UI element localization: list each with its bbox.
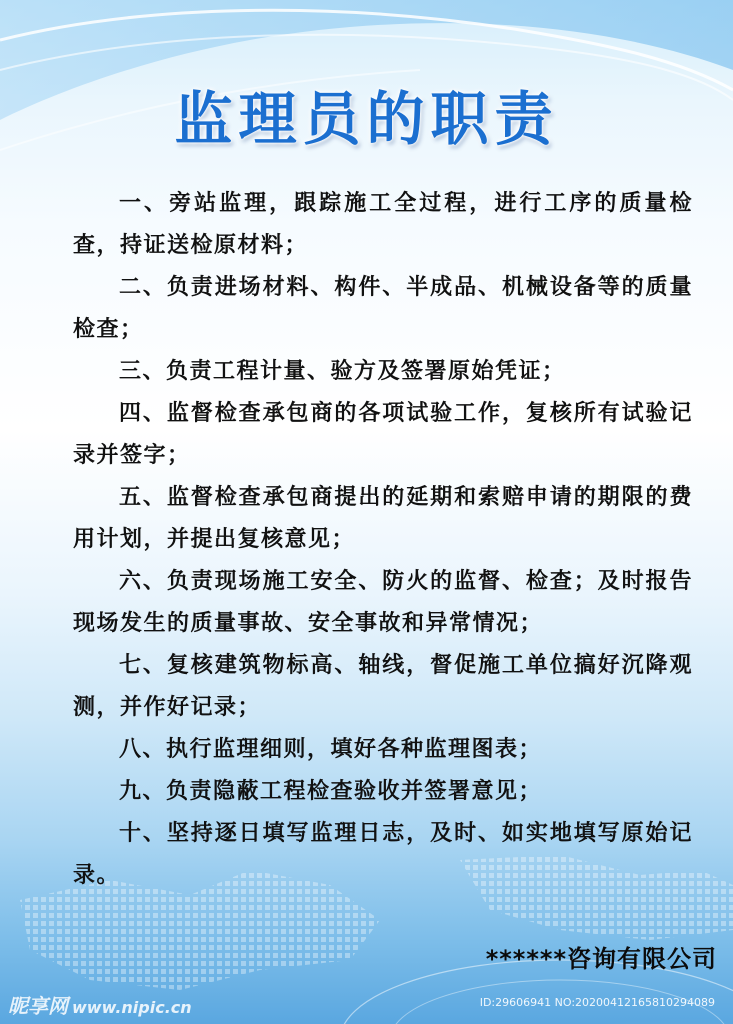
watermark-brand [8,990,192,1019]
duty-item: 七、复核建筑物标高、轴线，督促施工单位搞好沉降观测，并作好记录； [73,653,693,720]
duty-item: 十、坚持逐日填写监理日志，及时、如实地填写原始记录。 [73,821,693,888]
watermark-id: ID:29606941 NO:20200412165810294089 [479,996,715,1009]
duty-item: 九、负责隐蔽工程检查验收并签署意见； [119,779,543,804]
poster-title: 监理员的职责 [174,85,559,153]
duty-item: 三、负责工程计量、验方及签署原始凭证； [119,359,566,384]
duty-item: 五、监督检查承包商提出的延期和索赔申请的期限的费用计划，并提出复核意见； [73,485,693,552]
duty-item: 六、负责现场施工安全、防火的监督、检查；及时报告现场发生的质量事故、安全事故和异常情况； [73,569,693,636]
duty-item: 八、执行监理细则，填好各种监理图表； [119,737,543,762]
duty-item: 二、负责进场材料、构件、半成品、机械设备等的质量检查； [73,275,693,342]
watermark-url: www.nipic.cn [72,998,192,1017]
company-name: ******咨询有限公司 [485,945,717,973]
duty-item: 四、监督检查承包商的各项试验工作，复核所有试验记录并签字； [73,401,693,468]
duty-item: 一、旁站监理，跟踪施工全过程，进行工序的质量检查，持证送检原材料； [73,191,693,258]
duties-list [73,183,693,897]
watermark-logo-text: 昵享网 [8,994,68,1018]
